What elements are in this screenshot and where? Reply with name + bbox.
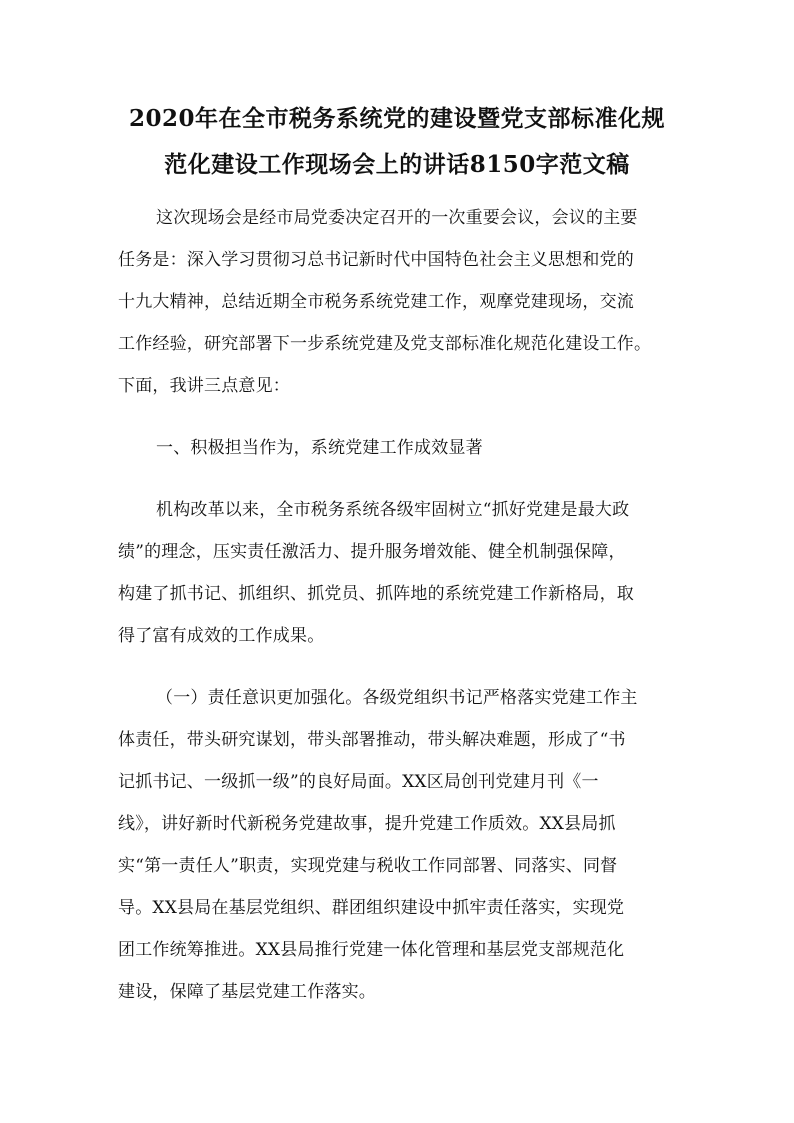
paragraph-line: 实“第一责任人”职责，实现党建与税收工作同部署、同落实、同督 [118,856,618,876]
paragraph-line: 建设，保障了基层党建工作落实。 [118,982,376,1002]
paragraph-line: 机构改革以来，全市税务系统各级牢固树立“抓好党建是最大政 [156,500,630,520]
paragraph-line: 构建了抓书记、抓组织、抓党员、抓阵地的系统党建工作新格局，取 [118,584,634,604]
paragraph-line: 绩”的理念，压实责任激活力、提升服务增效能、健全机制强保障， [118,542,626,562]
document-title [100,96,694,188]
paragraph-line: 导。XX县局在基层党组织、群团组织建设中抓牢责任落实，实现党 [118,898,625,918]
paragraph-line: 线》，讲好新时代新税务党建故事，提升党建工作质效。XX县局抓 [118,814,616,834]
paragraph-line: （一）责任意识更加强化。各级党组织书记严格落实党建工作主 [156,688,638,708]
paragraph-line: 任务是：深入学习贯彻习总书记新时代中国特色社会主义思想和党的 [118,250,634,270]
paragraph-line: 工作经验，研究部署下一步系统党建及党支部标准化规范化建设工作。 [118,334,652,354]
paragraph-line: 下面，我讲三点意见： [118,376,290,396]
paragraph-line: 这次现场会是经市局党委决定召开的一次重要会议，会议的主要 [156,208,638,228]
paragraph-line: 十九大精神，总结近期全市税务系统党建工作，观摩党建现场，交流 [118,292,634,312]
paragraph-line: 得了富有成效的工作成果。 [118,626,325,646]
paragraph-line: 记抓书记、一级抓一级”的良好局面。XX区局创刊党建月刊《一 [118,772,599,792]
title-line-2: 范化建设工作现场会上的讲话8150字范文稿 [164,151,630,178]
paragraph-line: 体责任，带头研究谋划，带头部署推动，带头解决难题，形成了“书 [118,730,626,750]
paragraph-line: 团工作统筹推进。XX县局推行党建一体化管理和基层党支部规范化 [118,940,625,960]
title-line-1: 2020年在全市税务系统党的建设暨党支部标准化规 [128,105,665,132]
section-heading: 一、积极担当作为，系统党建工作成效显著 [156,438,483,458]
